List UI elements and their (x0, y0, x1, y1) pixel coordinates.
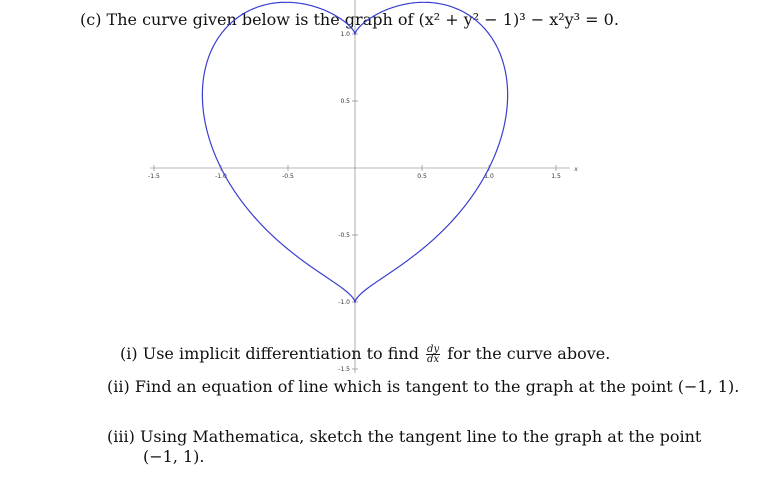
fraction-numerator: dy (427, 344, 440, 355)
y-tick-label: 0.5 (340, 98, 350, 105)
x-tick-label: -1.5 (148, 173, 160, 180)
heading-text: The curve given below is the graph of (x² + y² − 1)³ − x²y³ = 0. (106, 10, 619, 29)
question-ii-label: (ii) (107, 377, 130, 396)
dy-dx-fraction (426, 345, 440, 364)
y-tick-label: 1.0 (340, 31, 350, 38)
fraction-denominator: dx (427, 354, 440, 365)
question-i-label: (i) (120, 344, 138, 363)
question-ii-text: Find an equation of line which is tangent to the graph at the point (−1, 1). (134, 377, 740, 396)
axes (150, 0, 578, 373)
x-tick-label: 1.5 (551, 173, 561, 180)
question-i-text: Use implicit differentiation to find (142, 344, 419, 363)
part-label: (c) (80, 10, 102, 29)
question-i (120, 344, 610, 364)
x-tick-label: 1.0 (484, 173, 494, 180)
question-ii (107, 377, 739, 396)
question-iii-label: (iii) (107, 427, 135, 446)
question-iii-text: Using Mathematica, sketch the tangent line to the graph at the point (139, 427, 702, 446)
question-iii-continued: (−1, 1). (143, 447, 205, 466)
x-tick-label: -0.5 (282, 173, 294, 180)
y-tick-label: -1.5 (338, 366, 350, 373)
y-tick-label: -0.5 (338, 232, 350, 239)
ticks (148, 0, 561, 373)
question-iii (107, 427, 701, 446)
x-tick-label: 0.5 (417, 173, 427, 180)
y-tick-label: -1.0 (338, 299, 350, 306)
x-axis-label: x (574, 166, 578, 173)
x-tick-label: -1.0 (215, 173, 227, 180)
question-i-text-after: for the curve above. (447, 344, 611, 363)
